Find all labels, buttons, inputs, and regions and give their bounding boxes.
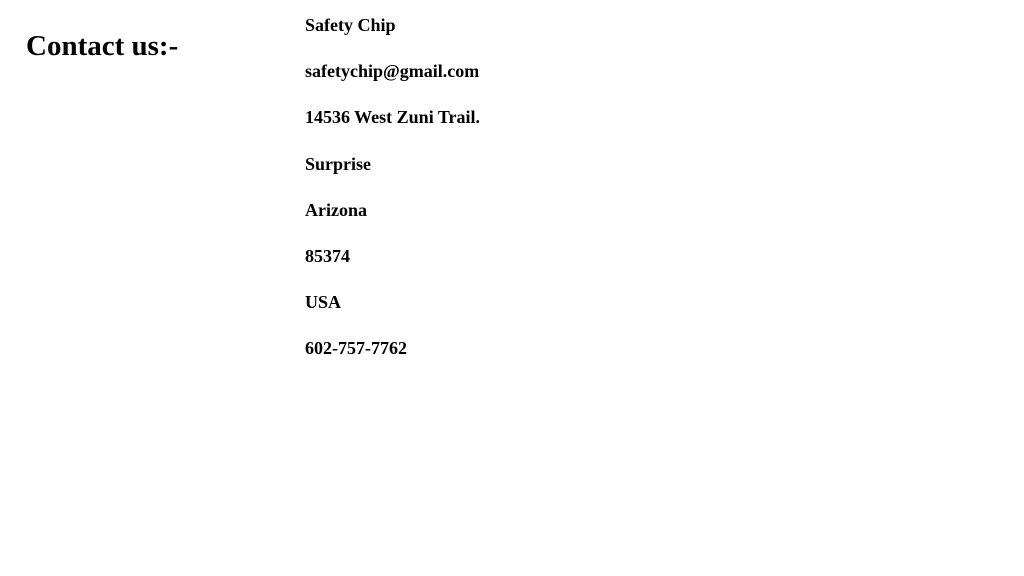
street-address: 14536 West Zuni Trail. xyxy=(305,107,481,128)
email-address: safetychip@gmail.com xyxy=(305,61,480,82)
zip-code: 85374 xyxy=(305,245,350,266)
contact-heading: Contact us:- xyxy=(26,30,179,62)
contact-details xyxy=(305,14,480,384)
city: Surprise xyxy=(305,153,372,174)
country: USA xyxy=(305,292,342,313)
state: Arizona xyxy=(305,199,367,220)
company-name: Safety Chip xyxy=(305,15,396,35)
phone-number: 602-757-7762 xyxy=(305,338,407,359)
